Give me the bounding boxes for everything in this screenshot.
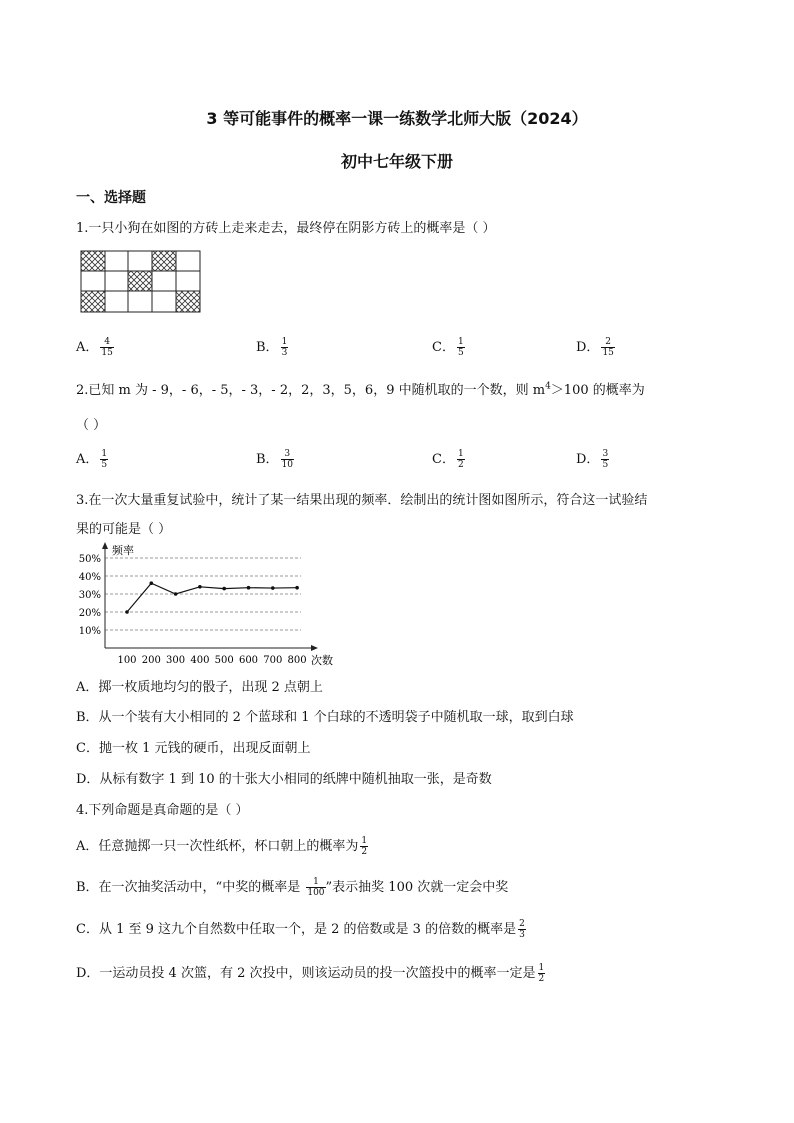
data-point (222, 587, 226, 591)
q1-option-b[interactable]: B． $\frac{1}{3}$ (256, 337, 288, 358)
y-tick-label: 50% (78, 554, 101, 565)
y-tick-label: 30% (78, 590, 101, 601)
question-3-line1: 3.在一次大量重复试验中，统计了某一结果出现的频率．绘制出的统计图如图所示，符合这一试验结 (76, 493, 648, 508)
shaded-tile (81, 251, 105, 271)
y-axis-arrow (102, 542, 108, 549)
q3-option-a[interactable]: A．掷一枚质地均匀的骰子，出现 2 点朝上 (76, 680, 323, 695)
x-tick-label: 600 (238, 655, 259, 666)
q2-option-c[interactable]: C． $\frac{1}{2}$ (432, 449, 464, 470)
q3-option-c[interactable]: C．抛一枚 1 元钱的硬币，出现反面朝上 (76, 741, 311, 756)
q4-option-c[interactable]: C．从 1 至 9 这九个自然数中任取一个，是 2 的倍数或是 3 的倍数的概率是 $\frac{2}{3}$ (76, 919, 525, 940)
data-point (150, 581, 154, 585)
x-tick-label: 200 (141, 655, 161, 666)
data-point (198, 585, 202, 589)
frequency-line-chart (66, 540, 356, 670)
tile-grid-figure (80, 250, 202, 314)
x-axis-arrow (311, 645, 318, 651)
q2-option-a[interactable]: A． $\frac{1}{5}$ (76, 449, 108, 470)
shaded-tile (152, 251, 176, 271)
question-4: 4.下列命题是真命题的是（ ） (76, 803, 249, 818)
q2-option-b[interactable]: B． $\frac{3}{10}$ (256, 449, 294, 470)
x-tick-label: 300 (166, 655, 186, 666)
q1-option-a[interactable]: A． $\frac{4}{15}$ (76, 337, 113, 358)
q4-option-b[interactable]: B．在一次抽奖活动中，“中奖的概率是 $\frac{1}{100}$ ”表示抽奖 100 次就一定会中奖 (76, 877, 509, 898)
question-1: 1.一只小狗在如图的方砖上走来走去，最终停在阴影方砖上的概率是（ ） (76, 221, 496, 236)
q4-option-a[interactable]: A．任意抛掷一只一次性纸杯，杯口朝上的概率为 $\frac{1}{2}$ (76, 836, 368, 857)
data-point (295, 586, 299, 590)
q2-option-d[interactable]: D． $\frac{3}{5}$ (576, 449, 609, 470)
y-tick-label: 10% (78, 626, 101, 637)
data-point (247, 586, 251, 590)
y-tick-label: 20% (78, 608, 101, 619)
x-axis-label: 次数 (311, 654, 333, 667)
x-tick-label: 800 (287, 655, 307, 666)
y-axis-label: 频率 (112, 544, 134, 557)
frequency-series-points (125, 581, 299, 613)
page-title: 3 等可能事件的概率一课一练数学北师大版（2024） (206, 109, 588, 128)
y-tick-labels (79, 554, 101, 637)
x-tick-labels (117, 655, 306, 666)
x-tick-label: 400 (190, 655, 210, 666)
shaded-tiles (81, 251, 200, 312)
shaded-tile (128, 271, 152, 291)
chart-grid (105, 558, 301, 630)
shaded-tile (176, 291, 200, 312)
y-tick-label: 40% (78, 572, 101, 583)
q4-option-d[interactable]: D．一运动员投 4 次篮，有 2 次投中，则该运动员的投一次篮投中的概率一定是 $\frac{1}{2}$ (76, 963, 545, 984)
question-3-line2: 果的可能是（ ） (76, 522, 172, 537)
x-tick-label: 700 (263, 655, 283, 666)
question-2-paren: （ ） (76, 418, 107, 433)
section-title: 一、选择题 (76, 190, 146, 206)
data-point (271, 586, 275, 590)
data-point (174, 592, 178, 596)
shaded-tile (81, 291, 105, 312)
q1-option-d[interactable]: D． $\frac{2}{15}$ (576, 337, 614, 358)
q1-option-c[interactable]: C． $\frac{1}{5}$ (432, 337, 464, 358)
q3-option-d[interactable]: D．从标有数字 1 到 10 的十张大小相同的纸牌中随机抽取一张，是奇数 (76, 772, 492, 787)
q3-option-b[interactable]: B．从一个装有大小相同的 2 个蓝球和 1 个白球的不透明袋子中随机取一球，取到白球 (76, 710, 574, 725)
page-subtitle: 初中七年级下册 (340, 152, 453, 171)
x-tick-label: 100 (117, 655, 137, 666)
data-point (125, 610, 129, 614)
x-tick-label: 500 (214, 655, 234, 666)
question-2: 2.已知 m 为 - 9，- 6，- 5，- 3，- 2，2，3，5，6，9 中随机取的一个数，则 $m^4>100$ 的概率为 (76, 381, 645, 398)
